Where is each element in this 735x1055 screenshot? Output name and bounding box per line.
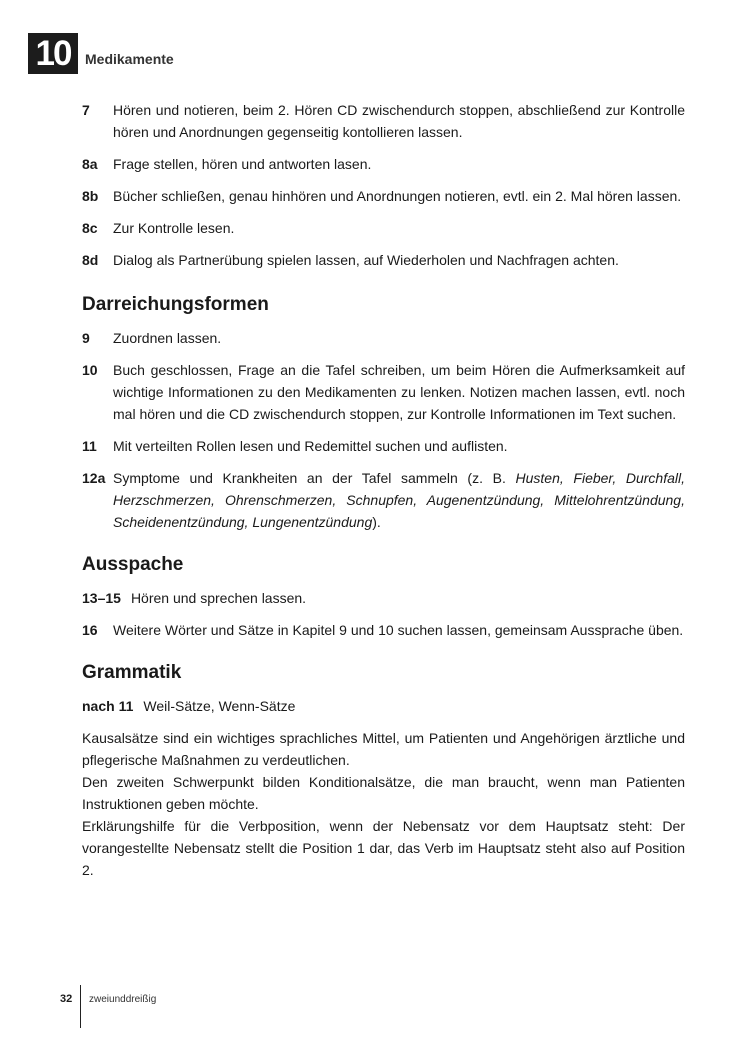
- item-text: Bücher schließen, genau hinhören und Anordnungen notieren, evtl. ein 2. Mal hören lassen.: [113, 188, 682, 204]
- item-number: 8d: [82, 252, 99, 268]
- page-number-word: zweiunddreißig: [89, 994, 157, 1005]
- item-number: 11: [82, 438, 97, 454]
- item-text: Hören und notieren, beim 2. Hören CD zwischendurch stoppen, abschließend zur Kontrolle hören und Anordnungen gegenseitig kontollieren lassen.: [113, 102, 685, 140]
- item-number: 9: [82, 330, 90, 346]
- section-grammatik: [82, 695, 685, 881]
- list-item: [82, 695, 685, 717]
- item-number: 8c: [82, 220, 98, 236]
- item-text: Frage stellen, hören und antworten lasen.: [113, 156, 372, 172]
- item-text: Buch geschlossen, Frage an die Tafel schreiben, um beim Hören die Aufmerksamkeit auf wichtige Informationen zu den Medikamenten zu lenken. Notizen machen lassen, evtl. noch mal hören und die CD zwischendurch stoppen, zur Kontrolle Informationen im Text suchen.: [113, 362, 685, 422]
- item-number: 10: [82, 362, 98, 378]
- list-item: [82, 619, 685, 641]
- item-examples: Husten, Fieber, Durchfall, Herzschmerzen, Ohrenschmerzen, Schnupfen, Augenentzündung, Mittelohrentzündung, Scheidenentzündung, Lungenentzündung: [113, 470, 685, 530]
- paragraph-line: Kausalsätze sind ein wichtiges sprachliches Mittel, um Patienten und Angehörigen ärztliche und pflegerische Maßnahmen zu verdeutlichen.: [82, 730, 685, 768]
- footer-divider: [80, 985, 81, 1028]
- item-number: 7: [82, 102, 90, 118]
- section-heading-ausspache: Ausspache: [82, 554, 184, 575]
- list-item: [82, 249, 685, 271]
- section-heading-grammatik: Grammatik: [82, 662, 182, 683]
- list-item: [82, 185, 685, 207]
- item-text-end: ).: [372, 514, 381, 530]
- paragraph-line: Den zweiten Schwerpunkt bilden Konditionalsätze, die man braucht, wenn man Patienten Instruktionen geben möchte.: [82, 774, 685, 812]
- page-number: 32: [60, 993, 73, 1005]
- section-hoeren: [82, 99, 685, 271]
- item-number: 13–15: [82, 590, 121, 606]
- paragraph-line: Erklärungshilfe für die Verbposition, wenn der Nebensatz vor dem Hauptsatz steht: Der vorangestellte Nebensatz stellt die Position 1 dar, das Verb im Hauptsatz steht also auf Position 2.: [82, 818, 685, 878]
- grammar-paragraph: [82, 727, 685, 881]
- chapter-title: Medikamente: [85, 51, 174, 67]
- item-text: Hören und sprechen lassen.: [130, 590, 307, 606]
- list-item: [82, 217, 685, 239]
- page-content: [82, 99, 685, 881]
- list-item: [82, 467, 685, 533]
- list-item: [82, 327, 685, 349]
- section-heading-darreichungsformen: Darreichungsformen: [82, 294, 269, 315]
- list-item: [82, 587, 685, 609]
- item-number: 12a: [82, 470, 106, 486]
- item-number: nach 11: [82, 698, 134, 714]
- item-text: Weitere Wörter und Sätze in Kapitel 9 und 10 suchen lassen, gemeinsam Aussprache üben.: [113, 622, 684, 638]
- section-darreichungsformen: [82, 327, 685, 533]
- item-text: Zuordnen lassen.: [113, 330, 222, 346]
- list-item: [82, 359, 685, 425]
- item-number: 8a: [82, 156, 98, 172]
- item-number: 8b: [82, 188, 99, 204]
- item-text: Weil-Sätze, Wenn-Sätze: [143, 698, 296, 714]
- item-number: 16: [82, 622, 98, 638]
- item-text: Mit verteilten Rollen lesen und Redemittel suchen und auflisten.: [113, 438, 508, 454]
- item-text: Dialog als Partnerübung spielen lassen, auf Wiederholen und Nachfragen achten.: [113, 252, 619, 268]
- chapter-number-badge: 10: [28, 33, 78, 74]
- list-item: [82, 153, 685, 175]
- item-text: Symptome und Krankheiten an der Tafel sammeln (z. B.: [113, 470, 516, 486]
- list-item: [82, 435, 685, 457]
- section-ausspache: [82, 587, 685, 641]
- list-item: [82, 99, 685, 143]
- item-text: Zur Kontrolle lesen.: [113, 220, 235, 236]
